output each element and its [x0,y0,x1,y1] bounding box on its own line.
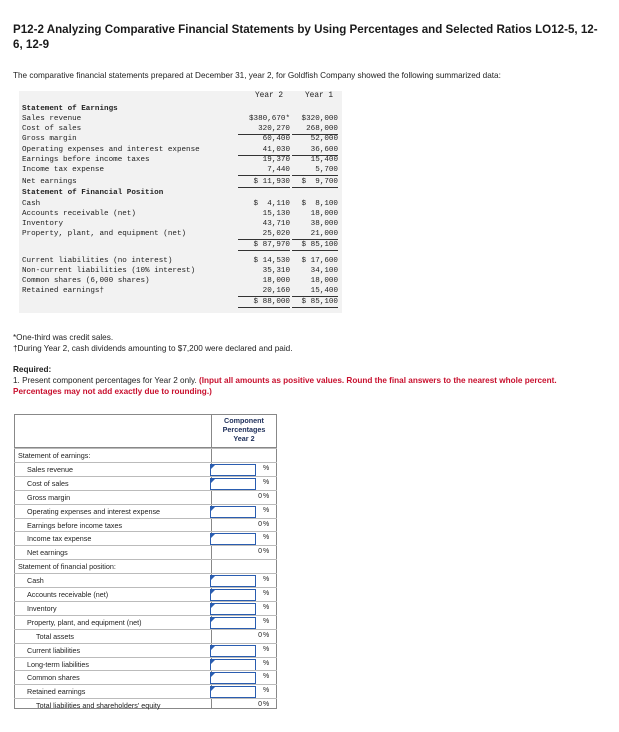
required-text [13,375,603,397]
col-header-line2: Percentages [222,425,266,434]
answer-row [14,504,277,519]
computed-percentage: 0 [258,631,262,639]
answer-row-label: Long-term liabilities [27,659,89,669]
required-heading: Required: [13,365,52,374]
col-header-line3: Year 2 [233,434,255,443]
answer-row [14,698,277,713]
statement-row-year2: 7,440 [238,165,290,176]
answer-row [14,684,277,699]
percent-sign: % [263,603,270,611]
answer-row [14,531,277,546]
col-header-year1: Year 1 [305,92,334,100]
statement-row-label: Cost of sales [22,125,82,133]
answer-row [14,462,277,477]
answer-row-label: Current liabilities [27,645,81,655]
answer-row-label: Earnings before income taxes [27,520,123,530]
statement-row-label: Statement of Financial Position [22,189,164,197]
statement-row-year1: 268,000 [292,124,338,135]
statement-row-year1: 15,400 [292,286,338,297]
statement-row-label: Income tax expense [22,166,105,174]
answer-row-label: Income tax expense [27,534,92,544]
percent-sign: % [263,576,270,584]
answer-row-label: Accounts receivable (net) [27,590,109,599]
statement-row-label: Retained earnings† [22,287,105,295]
computed-percentage: 0 [258,520,262,528]
statement-row-year1: 18,000 [310,277,338,285]
percent-sign: % [263,534,270,542]
answer-row [14,643,277,658]
percentage-input[interactable] [210,575,256,587]
percentage-input[interactable] [210,645,256,657]
percentage-input[interactable] [210,506,256,518]
statement-row-label: Gross margin [22,135,77,143]
statement-row [19,124,342,134]
statement-row [19,177,342,187]
answer-row [14,448,277,463]
statement-row-label: Sales revenue [22,115,82,123]
statement-row-year1: $ 17,600 [301,257,338,265]
statement-row-label: Statement of Earnings [22,105,118,113]
statement-row-label: Cash [22,200,41,208]
statement-row-label: Inventory [22,220,64,228]
statement-row-year1: $ 85,100 [292,240,338,251]
answer-row-label: Total liabilities and shareholders' equity [36,701,161,711]
statement-row-year2: $ 11,930 [238,177,290,188]
percent-sign: % [263,645,270,653]
answer-row-label: Gross margin [27,492,71,502]
statement-row [19,286,342,296]
statement-row-year1: 5,700 [292,165,338,176]
answer-row-label: Retained earnings [27,687,86,697]
statement-row [19,229,342,239]
statement-row-year2: $380,670* [248,115,290,123]
required-instruction: (Input all amounts as positive values. Round the final answers to the nearest whole percent. Percentages may not add exactly due to rounding.) [13,376,557,396]
answer-row-label: Inventory [27,603,57,613]
percentage-input[interactable] [210,617,256,629]
answer-row [14,518,277,533]
statement-row-year2: 25,020 [238,229,290,240]
percent-sign: % [263,659,270,667]
intro-text: The comparative financial statements prepared at December 31, year 2, for Goldfish Company showed the following summarized data: [13,71,501,80]
answer-row-label: Cost of sales [27,478,69,488]
percent-sign: % [263,464,270,472]
statement-row [19,297,342,307]
statement-row-label: Operating expenses and interest expense [22,146,200,154]
component-percentages-table [14,414,277,709]
statement-row-year1: 21,000 [292,229,338,240]
percentage-input[interactable] [210,533,256,545]
column-header [212,416,276,443]
answer-row-label: Statement of financial position: [18,562,116,572]
statement-row-year1: $ 9,700 [292,177,338,188]
statement-row-year2: $ 14,530 [253,257,290,265]
statement-row [19,199,342,209]
percent-sign: % [263,492,270,500]
answer-row [14,559,277,574]
statement-row-year2: 60,400 [262,135,290,143]
statement-row [19,209,342,219]
percentage-input[interactable] [210,589,256,601]
statement-row-year1: 34,100 [310,267,338,275]
statement-row-year2: 18,000 [262,277,290,285]
footnote-credit-sales: *One-third was credit sales. [13,333,114,342]
statement-row-year2: 19,370 [262,156,290,164]
answer-row [14,629,277,644]
statement-row-label: Current liabilities (no interest) [22,257,173,265]
percentage-input[interactable] [210,672,256,684]
percent-sign: % [263,617,270,625]
statement-row-year2: 20,160 [238,286,290,297]
statement-row [19,104,342,114]
statement-row-year2: 41,030 [238,145,290,156]
statement-row [19,240,342,250]
answer-row [14,657,277,672]
statement-row [19,155,342,165]
answer-row [14,601,277,616]
percent-sign: % [263,548,270,556]
statement-row-year2: $ 88,000 [238,297,290,308]
statement-row-label: Property, plant, and equipment (net) [22,230,187,238]
statement-row-year2: 15,130 [262,210,290,218]
problem-title: P12-2 Analyzing Comparative Financial Statements by Using Percentages and Selected Ratios LO12-5, 12-6, 12-9 [13,23,598,51]
answer-row [14,545,277,560]
percent-sign: % [263,506,270,514]
answer-row-label: Total assets [36,631,74,641]
answer-row-label: Operating expenses and interest expense [27,506,161,516]
statement-row-year1: 15,400 [310,156,338,164]
statement-row-year1: 52,000 [310,135,338,143]
statement-row-year2: $ 87,970 [238,240,290,251]
percentage-input[interactable] [210,686,256,698]
answer-row-label: Property, plant, and equipment (net) [27,617,142,627]
percentage-input[interactable] [210,659,256,671]
percent-sign: % [263,673,270,681]
computed-percentage: 0 [258,548,262,556]
percentage-input[interactable] [210,464,256,476]
statement-row [19,145,342,155]
statement-row-label: Accounts receivable (net) [22,210,136,218]
statement-row-year1: $ 8,100 [301,200,338,208]
statement-row [19,266,342,276]
answer-row [14,476,277,491]
answer-row [14,490,277,505]
percentage-input[interactable] [210,478,256,490]
answer-row-label: Common shares [27,673,80,683]
answer-row-label: Statement of earnings: [18,451,91,460]
statement-row-year1: 38,000 [310,220,338,228]
percent-sign: % [263,478,270,486]
col-header-year2: Year 2 [255,92,284,100]
percent-sign: % [263,520,270,528]
statement-row-year1: $320,000 [301,115,338,123]
answer-row [14,670,277,685]
statement-row [19,165,342,175]
statement-row [19,114,342,124]
statement-row [19,134,342,144]
answer-row-label: Cash [27,576,44,586]
answer-row [14,587,277,602]
required-task: 1. Present component percentages for Year 2 only. [13,376,200,385]
col-header-line1: Component [224,416,264,425]
percentage-input[interactable] [210,603,256,615]
statement-row-year2: 320,270 [238,124,290,135]
statement-row [19,188,342,198]
statement-row [19,276,342,286]
statement-row-label: Common shares (6,000 shares) [22,277,150,285]
statement-row-label: Net earnings [22,178,77,186]
footnote-dividends: †During Year 2, cash dividends amounting to $7,200 were declared and paid. [13,344,293,353]
percent-sign: % [263,631,270,639]
computed-percentage: 0 [258,701,262,709]
statement-row-label: Earnings before income taxes [22,156,150,164]
statement-row [19,219,342,229]
statement-row-year1: 36,600 [292,145,338,156]
statement-row-year2: $ 4,110 [253,200,290,208]
financial-statement-block [19,91,342,313]
answer-row-label: Net earnings [27,548,68,558]
percent-sign: % [263,687,270,695]
statement-row-year2: 43,710 [262,220,290,228]
computed-percentage: 0 [258,492,262,500]
statement-row-year2: 35,310 [262,267,290,275]
statement-row [19,256,342,266]
statement-row-year1: 18,000 [310,210,338,218]
statement-row-year1: $ 85,100 [292,297,338,308]
percent-sign: % [263,590,270,597]
answer-row [14,615,277,630]
percent-sign: % [263,701,270,709]
statement-row-label: Non-current liabilities (10% interest) [22,267,196,275]
answer-row [14,573,277,588]
answer-row-label: Sales revenue [27,464,73,474]
